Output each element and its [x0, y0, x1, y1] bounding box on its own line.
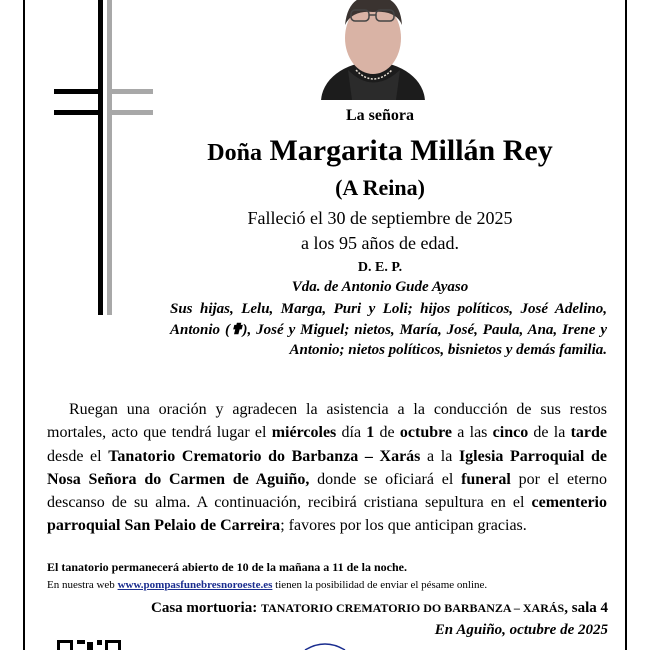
- age: a los 95 años de edad.: [301, 233, 459, 253]
- deceased-name: [150, 134, 610, 168]
- right-border-line: [625, 0, 627, 650]
- web-notice: En nuestra web www.pompasfunebresnoroeste.es tienen la posibilidad de enviar el pésame online.: [47, 579, 488, 591]
- cross-icon: [0, 0, 160, 320]
- family-members: Sus hijas, Lelu, Marga, Puri y Loli; hijos políticos, José Adelino, Antonio (✟), José y Miguel; nietos, María, José, Paula, Ana, Irene y Antonio; nietos políticos, bisnietos y demás familia.: [170, 301, 607, 358]
- funeral-home: Casa mortuoria: TANATORIO CREMATORIO DO BARBANZA – XARÁS, sala 4: [150, 600, 608, 616]
- ceremony-text: Ruegan una oración y agradecen la asistencia a la conducción de sus restos mortales, acto que tendrá lugar el miércoles día 1 de octubre a las cinco de la tarde desde el Tanatorio Crematorio do Barbanza – Xarás a la Iglesia Parroquial de Nosa Señora do Carmen de Aguiño, donde se oficiará el funeral por el eterno descanso de su alma. A continuación, recibirá cristiana sepultura en el cementerio parroquial San Pelaio de Carreira; favores por los que anticipan gracias.: [47, 401, 607, 535]
- website-link[interactable]: www.pompasfunebresnoroeste.es: [117, 579, 273, 591]
- death-date: Falleció el 30 de septiembre de 2025: [247, 208, 513, 228]
- title-prefix: Doña: [207, 140, 262, 166]
- intro-text: La señora: [346, 107, 414, 124]
- widow-of: Vda. de Antonio Gude Ayaso: [291, 279, 469, 295]
- company-logo: [300, 640, 350, 650]
- rest-in-peace: D. E. P.: [357, 260, 403, 275]
- place-and-date: En Aguiño, octubre de 2025: [434, 622, 608, 638]
- full-name: Margarita Millán Rey: [269, 134, 553, 167]
- qr-code-icon: [57, 638, 137, 650]
- portrait-photo: [318, 0, 428, 100]
- opening-hours: El tanatorio permanecerá abierto de 10 de la mañana a 11 de la noche.: [47, 560, 407, 574]
- alias: (A Reina): [335, 175, 425, 200]
